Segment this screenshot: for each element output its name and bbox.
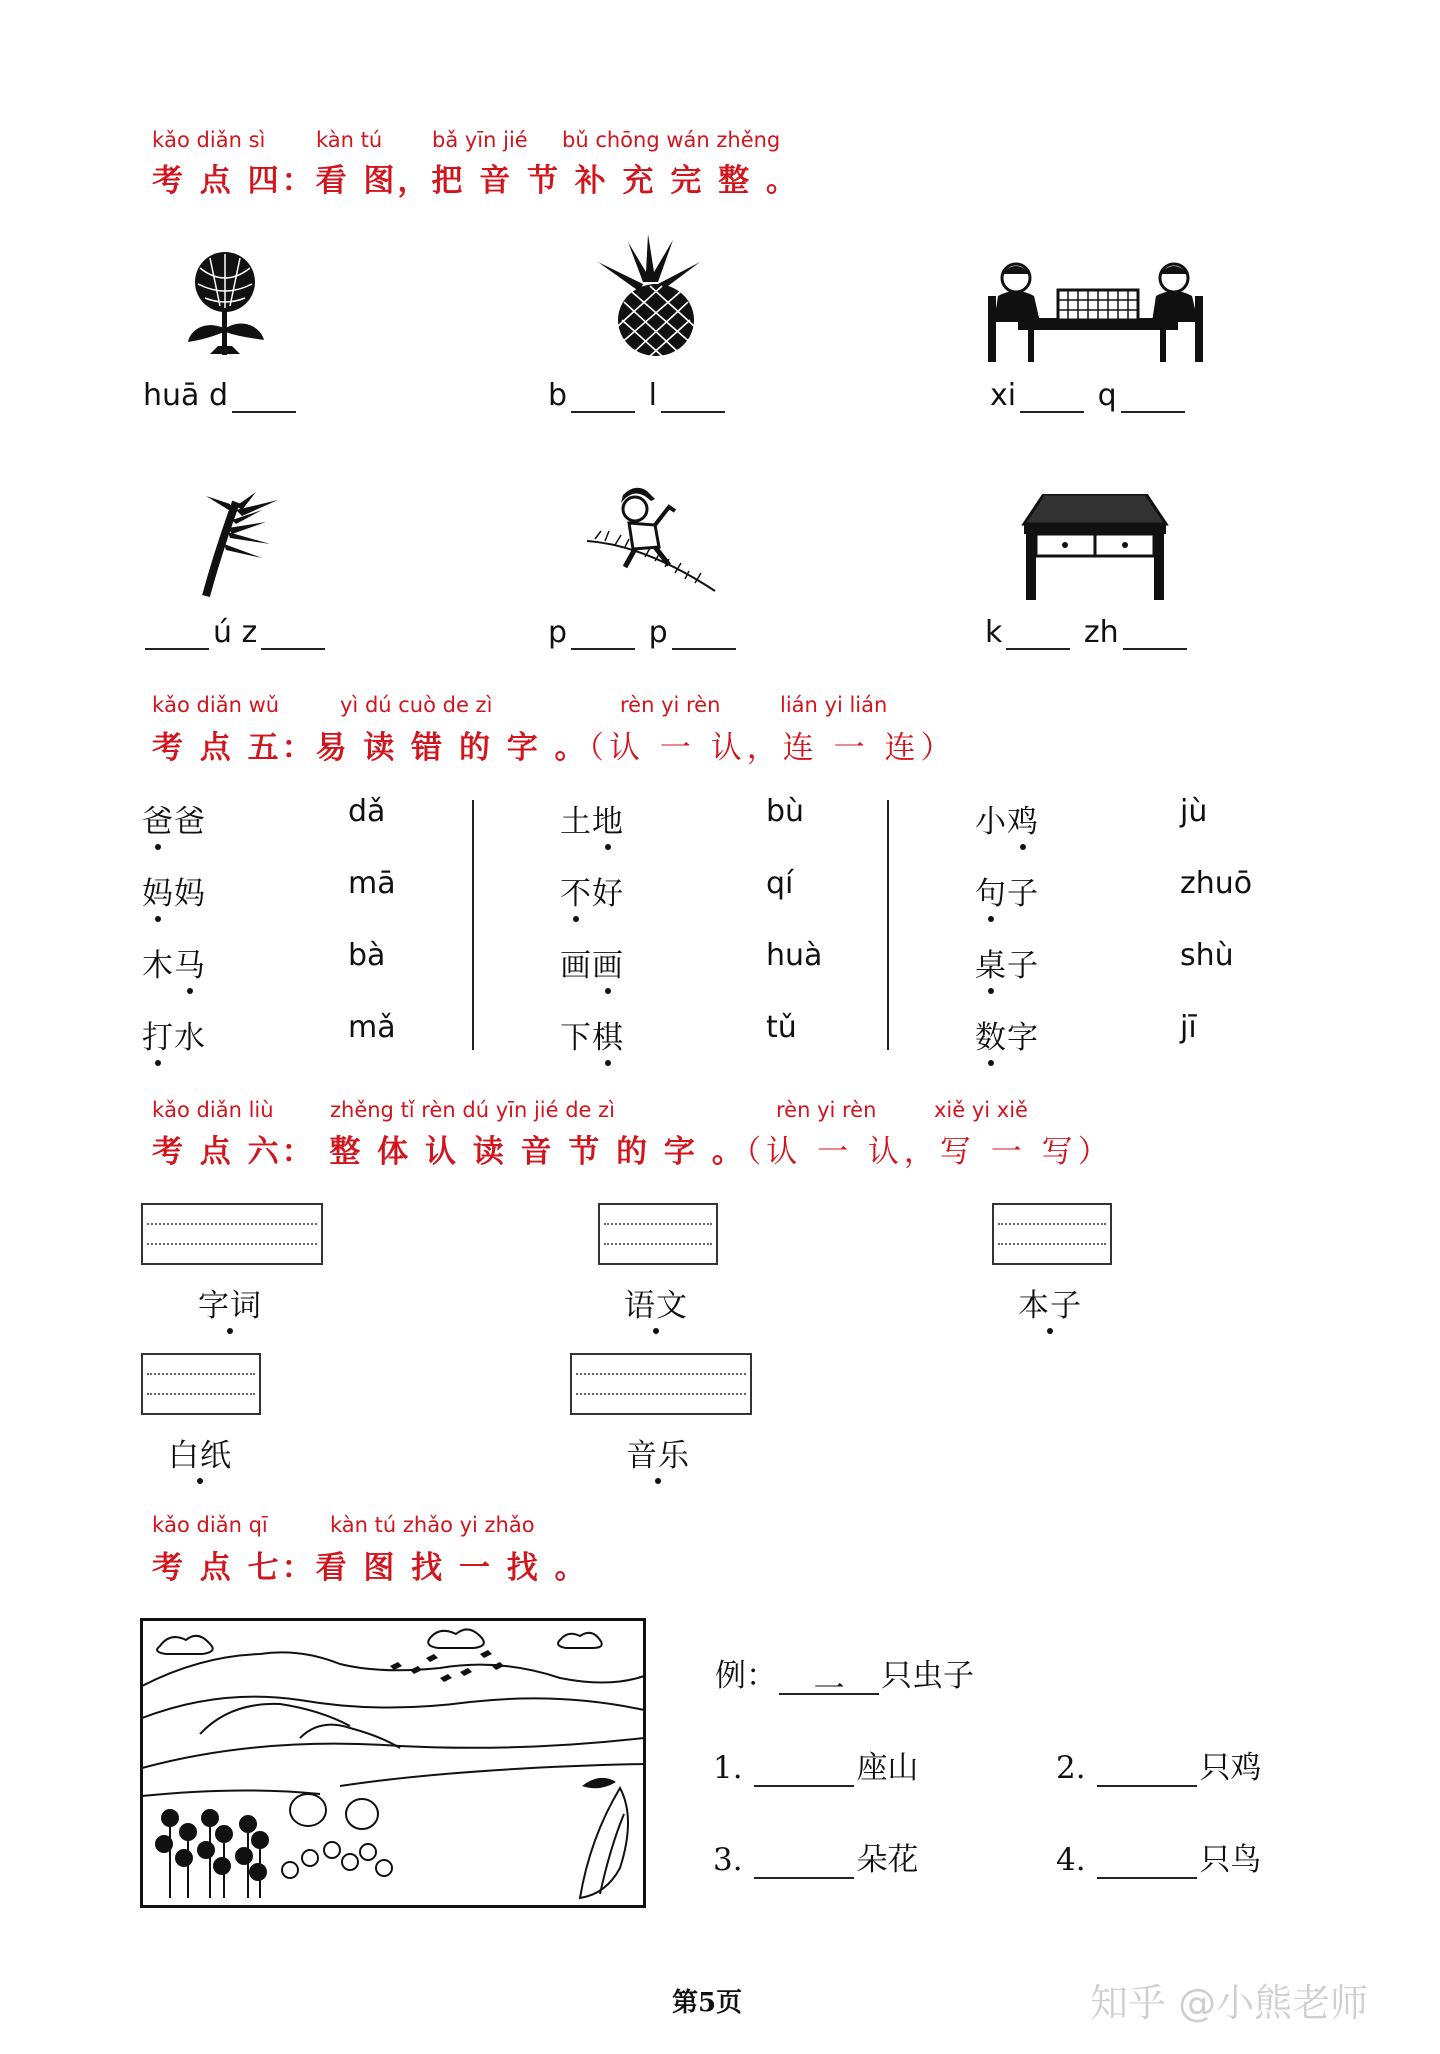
match-word-c2-r3[interactable] (560, 940, 624, 985)
item2-blank-2[interactable] (661, 381, 725, 413)
column-divider-1 (472, 800, 474, 1050)
item2-mid: l (648, 378, 657, 413)
writing-box-5[interactable] (570, 1353, 752, 1415)
item6-before: k (985, 615, 1003, 650)
match-word-c1-r3[interactable] (142, 940, 206, 985)
word-yinyue-text: 音乐 (626, 1430, 690, 1475)
question-3-blank[interactable] (754, 1847, 854, 1879)
item5-mid: p (648, 615, 668, 650)
example-prefix: 例： (715, 1658, 777, 1694)
writing-box-4[interactable] (141, 1353, 261, 1415)
column-divider-2 (887, 800, 889, 1050)
item6-syllable (985, 615, 1191, 650)
match-word-c3-r4[interactable] (975, 1012, 1039, 1057)
question-2-suffix: 只鸡 (1199, 1750, 1262, 1786)
section5-pinyin-4: lián yi lián (780, 693, 888, 717)
match-char: 子 (1007, 876, 1039, 912)
match-char: 句 (975, 868, 1007, 913)
match-char: 木 (142, 948, 174, 984)
section4-title: 考 点 四：看 图，把 音 节 补 充 完 整 。 (152, 163, 800, 199)
match-word-c1-r4[interactable] (142, 1012, 206, 1057)
writing-box-1[interactable] (141, 1203, 323, 1265)
section4-pinyin-2: kàn tú (316, 128, 383, 152)
match-char: 爸 (174, 804, 206, 840)
match-pinyin-c1-r2[interactable]: mā (348, 866, 396, 901)
chrysanthemum-icon (180, 248, 270, 358)
question-3-suffix: 朵花 (856, 1842, 919, 1878)
match-pinyin-c2-r4[interactable]: tǔ (766, 1010, 797, 1045)
match-char: 数 (975, 1012, 1007, 1057)
item6-blank-2[interactable] (1123, 618, 1187, 650)
section5-pinyin-2: yì dú cuò de zì (340, 693, 493, 717)
pineapple-icon (588, 232, 708, 362)
page-number: 第5页 (672, 1988, 743, 2018)
item5-syllable (548, 615, 740, 650)
match-char: 画 (560, 948, 592, 984)
match-char: 妈 (142, 868, 174, 913)
item5-blank-2[interactable] (672, 618, 736, 650)
section5-title (152, 722, 956, 767)
match-char: 鸡 (1007, 796, 1039, 841)
question-1-blank[interactable] (754, 1755, 854, 1787)
match-char: 字 (1007, 1020, 1039, 1056)
item3-blank-1[interactable] (1020, 381, 1084, 413)
item3-blank-2[interactable] (1121, 381, 1185, 413)
item1-blank[interactable] (232, 381, 296, 413)
match-char: 好 (592, 876, 624, 912)
question-3 (713, 1834, 918, 1879)
match-word-c3-r2[interactable] (975, 868, 1039, 913)
item2-syllable (548, 378, 729, 413)
item1-before: huā d (143, 378, 228, 413)
item3-syllable (990, 378, 1189, 413)
match-char: 地 (592, 796, 624, 841)
match-char: 土 (560, 804, 592, 840)
word-yuwen-text: 语文 (624, 1280, 688, 1325)
match-char: 子 (1007, 948, 1039, 984)
question-3-num: 3. (713, 1842, 743, 1878)
match-char: 小 (975, 804, 1007, 840)
item4-syllable (141, 615, 329, 650)
item2-before: b (548, 378, 568, 413)
question-1-num: 1. (713, 1750, 743, 1786)
item1-syllable (143, 378, 300, 413)
match-char: 妈 (174, 876, 206, 912)
item5-before: p (548, 615, 568, 650)
word-benzi-text: 本子 (1018, 1280, 1082, 1325)
section7-title: 考 点 七：看 图 找 一 找 。 (152, 1550, 589, 1586)
match-char: 打 (142, 1012, 174, 1057)
section7-pinyin-2: kàn tú zhǎo yi zhǎo (330, 1513, 535, 1537)
match-word-c2-r2[interactable] (560, 868, 624, 913)
question-4 (1056, 1834, 1261, 1879)
section7-pinyin-1: kǎo diǎn qī (152, 1513, 268, 1537)
match-word-c2-r1[interactable] (560, 796, 624, 841)
section6-pinyin-3: rèn yi rèn (776, 1098, 877, 1122)
match-pinyin-c1-r1[interactable]: dǎ (348, 794, 386, 829)
item2-blank-1[interactable] (571, 381, 635, 413)
example-suffix: 只虫子 (881, 1658, 974, 1694)
match-word-c1-r2[interactable] (142, 868, 206, 913)
section5-pinyin-3: rèn yi rèn (620, 693, 721, 717)
match-pinyin-c2-r2[interactable]: qí (766, 866, 794, 901)
match-pinyin-c1-r3[interactable]: bà (348, 938, 386, 973)
match-pinyin-c1-r4[interactable]: mǎ (348, 1010, 396, 1045)
chess-players-icon (988, 256, 1203, 364)
section4-pinyin-4: bǔ chōng wán zhěng (562, 128, 781, 152)
match-word-c1-r1[interactable] (142, 796, 206, 841)
match-char: 棋 (592, 1012, 624, 1057)
question-4-suffix: 只鸟 (1199, 1842, 1262, 1878)
section6-title-main: 考 点 六： 整 体 认 读 音 节 的 字 。 (152, 1134, 746, 1170)
question-1 (713, 1742, 918, 1787)
word-yinyue (626, 1430, 690, 1475)
section4-pinyin-1: kǎo diǎn sì (152, 128, 266, 152)
word-zici-text: 字词 (198, 1280, 262, 1325)
item3-before: xi (990, 378, 1017, 413)
word-baizhi-text: 白纸 (168, 1430, 232, 1475)
item3-mid: q (1097, 378, 1117, 413)
landscape-scene-icon (140, 1618, 646, 1908)
item5-blank-1[interactable] (571, 618, 635, 650)
question-1-suffix: 座山 (856, 1750, 919, 1786)
item6-mid: zh (1083, 615, 1119, 650)
section5-title-main: 考 点 五：易 读 错 的 字 。 (152, 730, 589, 766)
section5-title-sub: （认 一 认，连 一 连） (588, 730, 957, 766)
question-2-num: 2. (1056, 1750, 1086, 1786)
section6-pinyin-1: kǎo diǎn liù (152, 1098, 274, 1122)
climbing-kid-icon (585, 485, 720, 597)
section6-pinyin-4: xiě yi xiě (934, 1098, 1028, 1122)
word-yuwen (624, 1280, 688, 1325)
example-answer: 一 (779, 1663, 879, 1695)
match-char: 马 (174, 940, 206, 985)
match-char: 下 (560, 1020, 592, 1056)
match-char: 画 (592, 940, 624, 985)
watermark: 知乎 @小熊老师 (1090, 1981, 1369, 2025)
word-baizhi (168, 1430, 232, 1475)
match-word-c3-r1[interactable] (975, 796, 1039, 841)
example-line (715, 1650, 974, 1707)
section6-pinyin-2: zhěng tǐ rèn dú yīn jié de zì (330, 1098, 615, 1122)
table-icon (1020, 494, 1170, 600)
bamboo-icon (196, 492, 286, 602)
match-word-c2-r4[interactable] (560, 1012, 624, 1057)
item6-blank-1[interactable] (1006, 618, 1070, 650)
match-char: 不 (560, 868, 592, 913)
match-pinyin-c2-r1[interactable]: bù (766, 794, 805, 829)
match-word-c3-r3[interactable] (975, 940, 1039, 985)
match-char: 爸 (142, 796, 174, 841)
match-pinyin-c3-r3[interactable]: shù (1180, 938, 1234, 973)
match-pinyin-c2-r3[interactable]: huà (766, 938, 823, 973)
word-benzi (1018, 1280, 1082, 1325)
question-2-blank[interactable] (1097, 1755, 1197, 1787)
match-pinyin-c3-r1[interactable]: jù (1180, 794, 1208, 829)
match-pinyin-c3-r2[interactable]: zhuō (1180, 866, 1253, 901)
section6-title (152, 1126, 1114, 1171)
item4-mid: ú z (213, 615, 258, 650)
writing-box-2[interactable] (598, 1203, 718, 1265)
item4-blank-2[interactable] (261, 618, 325, 650)
word-zici (198, 1280, 262, 1325)
question-4-num: 4. (1056, 1842, 1086, 1878)
match-pinyin-c3-r4[interactable]: jī (1180, 1010, 1197, 1045)
section4-pinyin-3: bǎ yīn jié (432, 128, 528, 152)
match-char: 桌 (975, 940, 1007, 985)
match-char: 水 (174, 1020, 206, 1056)
item4-blank-1[interactable] (145, 618, 209, 650)
question-2 (1056, 1742, 1261, 1787)
writing-box-3[interactable] (992, 1203, 1112, 1265)
question-4-blank[interactable] (1097, 1847, 1197, 1879)
section6-title-sub: （认 一 认，写 一 写） (745, 1134, 1114, 1170)
section5-pinyin-1: kǎo diǎn wǔ (152, 693, 280, 717)
